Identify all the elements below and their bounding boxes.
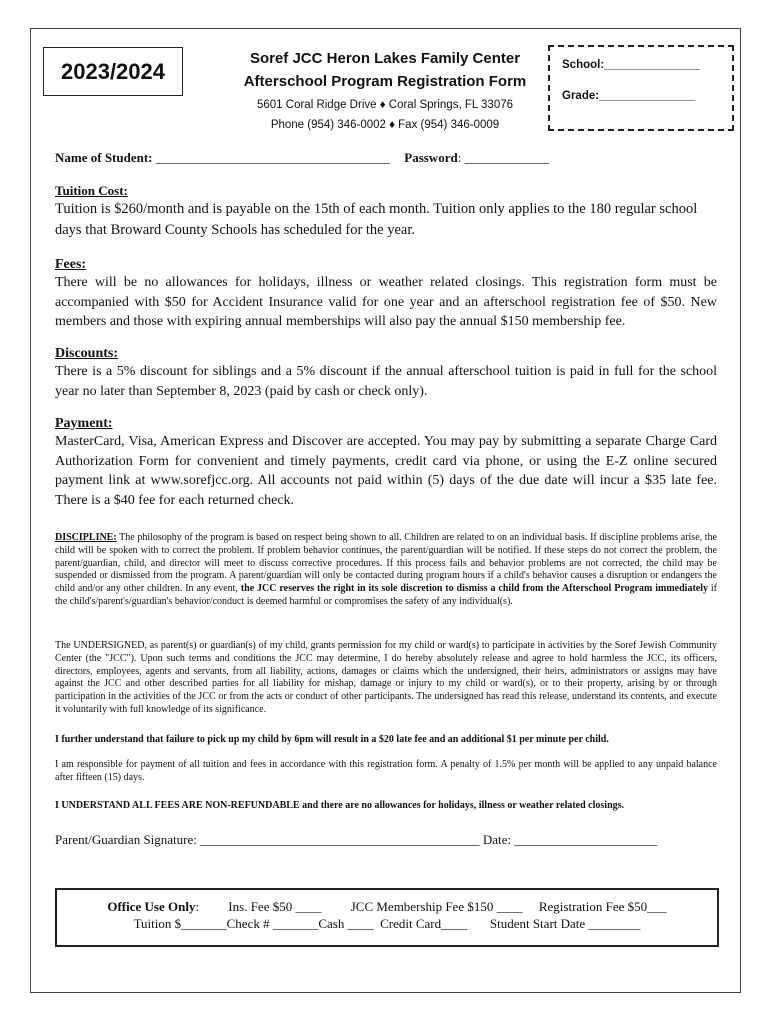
office-fees: : Ins. Fee $50 ____ JCC Membership Fee $150 ____ Registration Fee $50___ (195, 899, 667, 914)
school-year: 2023/2024 (61, 58, 165, 84)
student-name-field[interactable]: ____________________________________ (155, 150, 390, 165)
discipline-text-b: if the child's/parent's/guardian's behavior/conduct is deemed harmful or compromises the safety of any individual(s). (55, 583, 718, 607)
fees-heading: Fees: (55, 257, 87, 272)
tuition-section (55, 183, 717, 241)
payment-section (55, 415, 717, 510)
discipline-text-bold: the JCC reserves the right in its sole discretion to dismiss a child from the Afterschool Program immediately (240, 583, 709, 595)
signature-line (55, 832, 657, 848)
payment-text: MasterCard, Visa, American Express and Discover are accepted. You may pay by submitting a separate Charge Card Authorization Form for convenient and timely payments, credit card via phone, or using the E-Z online secured payment link at www.sorefjcc.org. All accounts not paid within (5) days of the due date will incur a $35 late fee. There is a $40 fee for each returned check. (55, 434, 717, 508)
release-paragraph: The UNDERSIGNED, as parent(s) or guardian(s) of my child, grants permission for my child or ward(s) to participate in activities by the Soref Jewish Community Center (the "JCC"). Upon such terms and conditions the JCC may determine, I do hereby absolutely release and agree to hold harmless the JCC, its officers, directors, employees, agents and servants, from all liability, actions, damages or claims which the undersigned, their heirs, administrators or assigns may have against the JCC and other described parties for all liability for mishap, damage or injury to my child or ward(s), or to their property, arising by or through participation in the activities of the JCC or from the acts or conduct of other participants. The undersigned has read this release, understand its contents, and execute it voluntarily with full knowledge of its significance. (55, 640, 717, 715)
phone-fax: Phone (954) 346-0002 ♦ Fax (954) 346-0009 (270, 119, 500, 131)
address: 5601 Coral Ridge Drive ♦ Coral Springs, FL 33076 (256, 99, 513, 111)
date-field[interactable]: Date: ______________________ (479, 832, 658, 847)
password-label: Password (404, 150, 458, 165)
form-title: Afterschool Program Registration Form (243, 73, 527, 90)
discipline-heading: DISCIPLINE: (55, 532, 117, 543)
school-year-box (43, 47, 183, 96)
payment-responsibility: I am responsible for payment of all tuition and fees in accordance with this registration form. A penalty of 1.5% per month will be applied to any unpaid balance after fifteen (15) days. (55, 759, 717, 783)
payment-heading: Payment: (55, 416, 113, 431)
fees-section (55, 256, 717, 332)
student-info-line (55, 150, 549, 166)
fees-text: There will be no allowances for holidays, illness or weather related closings. This registration form must be accompanied with $50 for Accident Insurance valid for one year and an afterschool registration fee of $50. New members and those with expiring annual memberships will also pay the annual $150 membership fee. (55, 275, 717, 329)
discounts-section (55, 345, 717, 401)
page-border (30, 28, 741, 993)
school-field[interactable]: School:_______________ (562, 59, 701, 71)
tuition-text: Tuition is $260/month and is payable on the 15th of each month. Tuition only applies to the 180 regular school days that Broward County Schools has scheduled for the year. (55, 201, 698, 238)
late-pickup-notice: I further understand that failure to pick up my child by 6pm will result in a $20 late fee and an additional $1 per minute per child. (55, 734, 609, 745)
office-use-label: Office Use Only (107, 899, 196, 914)
discounts-text: There is a 5% discount for siblings and a 5% discount if the annual afterschool tuition is paid in full for the school year no later than September 8, 2023 (paid by cash or check only). (55, 364, 717, 399)
password-field[interactable]: : _____________ (457, 150, 550, 165)
tuition-heading: Tuition Cost: (55, 183, 128, 198)
office-line-2: Tuition $_______Check # _______Cash ____ Credit Card____ Student Start Date ________ (133, 916, 641, 931)
guardian-signature-field[interactable]: Parent/Guardian Signature: ___________________________________________ (55, 832, 480, 847)
organization-name: Soref JCC Heron Lakes Family Center (249, 50, 521, 67)
discounts-heading: Discounts: (55, 346, 119, 361)
discipline-text-a: The philosophy of the program is based on respect being shown to all. Children are related to on an individual basis. If discipline problems arise, the child will be spoken with to correct the problem. If problem behavior continues, the parent/guardian will be notified. If these steps do not correct the problem, the parent/guardian, child, and director will meet to discuss corrective procedures. If this process fails and behavior problems are not corrected, the child may be suspended or dismissed from the program. A parent/guardian will only be contacted during program hours if a child's behavior causes a disruption or endangers the child and/or any other children. In any event, (55, 532, 717, 595)
office-use-box (55, 888, 719, 947)
form-header (210, 47, 560, 135)
school-grade-box (548, 45, 734, 131)
discipline-paragraph (55, 532, 717, 609)
grade-field[interactable]: Grade:_______________ (562, 90, 696, 102)
non-refundable-notice: I UNDERSTAND ALL FEES ARE NON-REFUNDABLE and there are no allowances for holidays, illness or weather related closings. (55, 800, 625, 811)
office-line-1 (57, 899, 717, 915)
student-name-label: Name of Student: (55, 150, 153, 165)
